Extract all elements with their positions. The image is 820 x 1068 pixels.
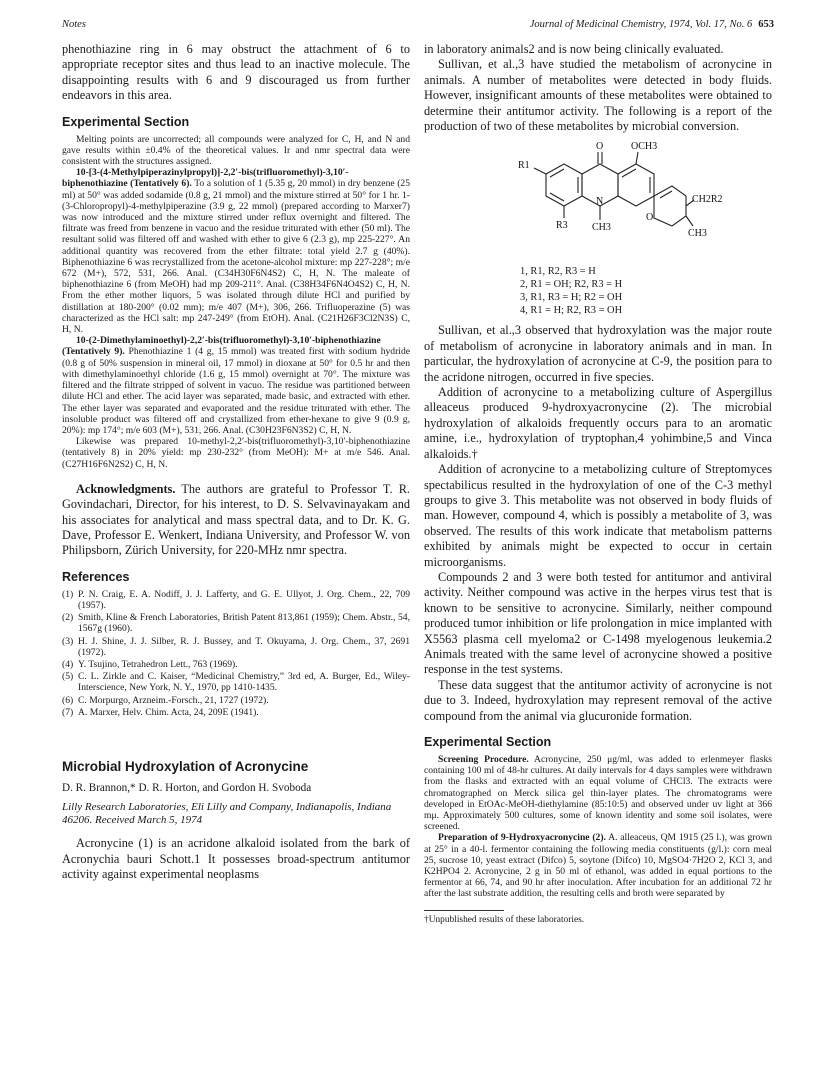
reference-text: Y. Tsujino, Tetrahedron Lett., 763 (1969). [78,658,238,670]
label-n-ch3: CH3 [592,222,611,234]
benzene-ring-right [618,164,654,206]
reference-text: C. Morpurgo, Arzneim.-Forsch., 21, 1727 (1972). [78,694,269,706]
reference-number: (5) [62,671,74,683]
label-n: N [596,196,604,208]
reference-text: Smith, Kline & French Laboratories, British Patent 813,861 (1959); Chem. Abstr., 54, 1567g (1960). [78,612,410,635]
reference-item [62,659,410,670]
label-carbonyl-o: O [596,141,604,153]
header-journal-info [530,19,774,30]
legend-entry: 1, R1, R2, R3 = H [520,266,596,278]
screening-procedure [424,754,772,832]
reference-number: (6) [62,694,74,706]
acronycine-structure-diagram [424,138,772,261]
left-column [62,42,410,883]
compound-9-title: 10-(2-Dimethylaminoethyl)-2,2′-bis(trifluoromethyl)-3,10′-biphenothiazine (Tentatively 9). [62,335,381,358]
continued-paragraph: in laboratory animals2 and is now being clinically evaluated. [424,42,724,56]
reference-item [62,636,410,658]
acknowledgments [62,482,410,559]
compound-legend [520,265,772,317]
right-column [424,42,772,925]
article-title: Microbial Hydroxylation of Acronycine [62,758,309,774]
paragraph-conclusion: These data suggest that the antitumor activity of acronycine is not due to 3. Indeed, hydroxylation may represent removal of the active compound from the animal via glucuronide formation. [424,677,772,723]
compound-6-text: To a solution of 1 (5.35 g, 20 mmol) in dry benzene (25 ml) at 50° was added sodamide (0.8 g, 21 mmol) and the mixture stirred at 50° for 1 hr. 1-(3-Chloropropyl)-4-methylpiperazine (3.9 g, 22 mmol) (prepared according to Marxer7) was now introduced and the mixture stirred under reflux overnight and filtered. The filtrate was freed from benzene in vacuo and the residue triturated with ether (50 ml). The resultant solid was filtered off and washed with ether to give 6 (2.3 g), mp 225-227°. An additional quantity was recovered from the ether filtrate: total yield 2.7 g (40%). Biphenothiazine 6 was recrystallized from the acetone-alcohol mixture: mp 227-228°; m/e 672 (M+), 572, 531, 266. Anal. (C34H30F6N4S2) C, H, N. The maleate of biphenothiazine 6 (from MeOH) had mp 209-211°. Anal. (C38H34F6N4O4S2) C, H, N. From the ether mother liquors, 5 was isolated through dilute HCl and purified by distillation at 180-200° (0.02 mm); m/e 407 (M+), 306, 266. Trifluoperazine (5) was characterized as the HCl salt: mp 247-249° (from EtOH). Anal. (C21H26F3Cl2N3S) C, H, N. [62,178,410,336]
preparation-procedure [424,832,772,899]
reference-number: (4) [62,658,74,670]
benzene-ring-left [546,164,582,206]
reference-text: C. L. Zirkle and C. Kaiser, “Medicinal Chemistry,” 3rd ed, A. Burger, Ed., Wiley-Interscience, New York, N. Y., 1970, pp 1410-1435. [78,671,410,694]
article-authors: D. R. Brannon,* D. R. Horton, and Gordon H. Svoboda [62,781,312,794]
section-heading-experimental-2: Experimental Section [424,735,552,749]
article-intro-paragraph: Acronycine (1) is an acridone alkaloid isolated from the bark of Acronychia bauri Schott.1 It possesses broad-spectrum antitumor activity against experimental neoplasms [62,836,410,882]
acknowledgments-title: Acknowledgments. [76,481,176,496]
reference-item [62,612,410,634]
footnote-divider [424,910,504,911]
reference-number: (3) [62,635,74,647]
page-number: 653 [758,19,774,30]
label-och3: OCH3 [631,141,658,153]
paragraph-sullivan-metabolism: Sullivan, et al.,3 have studied the metabolism of acronycine in animals. A number of metabolites were detected in body fluids. However, insignificant amounts of these metabolites were obtained to determine their antitumor activity. The following is a report of the production of two of these metabolites by microbial conversion. [424,57,772,134]
section-heading-experimental: Experimental Section [62,114,190,129]
screening-text: Acronycine, 250 μg/ml, was added to erlenmeyer flasks containing 100 ml of 48-hr cultures. At daily intervals for 4 days samples were withdrawn from the flasks and extracted with an equal volume of CHCl3. The extracts were chromatographed on Merck silica gel thin-layer plates. The chromatograms were developed in EtOAc-MeOH-diethylamine (85:10:5) and observed under uv light at 366 mμ. Approximately 500 cultures, some of known identity and some soil isolates, were screened. [424,754,772,833]
label-r3: R3 [556,220,568,232]
section-heading-references: References [62,569,130,584]
paragraph-testing: Compounds 2 and 3 were both tested for antitumor and antiviral activity. Neither compound was active in the herpes virus test that is known to be sensitive to acronycine. Similarly, neither compound produced tumor inhibition or life prolongation in mice implanted with X5563 plasma cell myeloma2 or C-1498 myelogenous leukemia.2 Animals treated with the same level of acronycine showed a positive response in the test systems. [424,569,772,677]
reference-item [62,671,410,693]
compound-6-procedure [62,167,410,335]
label-r1: R1 [518,160,530,172]
reference-item [62,707,410,718]
reference-number: (7) [62,706,74,718]
header-journal: Journal of Medicinal Chemistry, 1974, Vol. 17, No. 6 [529,19,753,30]
paragraph-streptomyces: Addition of acronycine to a metabolizing culture of Streptomyces spectabilicus resulted in the hydroxylation of one of the C-3 methyl groups to give 3. This metabolite was not observed in body fluids of man. However, compound 4, which is possibly a metabolite of 3, was observed. The results of this work indicate that metabolism patterns exhibited by animals might be expected to occur in certain microorganisms. [424,462,772,569]
references-list [62,589,410,718]
reference-number: (1) [62,588,74,600]
intro-paragraph: phenothiazine ring in 6 may obstruct the attachment of 6 to appropriate receptor sites and thus lead to an inactive molecule. The disappointing results with 6 and 9 discouraged us from further endeavors in this area. [62,42,410,103]
legend-entry: 3, R1, R3 = H; R2 = OH [520,292,623,304]
legend-entry: 4, R1 = H; R2, R3 = OH [520,305,623,317]
compound-9-text: Phenothiazine 1 (4 g, 15 mmol) was treated first with sodium hydride (0.8 g of 50% suspension in mineral oil, 17 mmol) in dioxane at 50° for 0.5 hr and then with dimethylaminoethyl chloride (1.6 g, 15 mmol) overnight at 70°. The mixture was filtered and the filtrate stripped of solvent in vacuo. The residue was partitioned between dilute HCl and ether. The acid layer was separated, made basic, and extracted with ether. The ether layer was separated and evaporated and the residue triturated with ether. The insoluble product was filtered off and crystallized from ether-hexane to give 9 (0.9 g, 20%): mp 174°; m/e 603 (M+), 531, 266. Anal. (C30H23F6N3S2) C, H, N. [62,346,410,436]
reference-item [62,589,410,611]
compound-6-title: 10-[3-(4-Methylpiperazinylpropyl)]-2,2′-bis(trifluoromethyl)-3,10′-biphenothiazine (Tentatively 6). [62,167,349,190]
compound-8-procedure: Likewise was prepared 10-methyl-2,2′-bis(trifluoromethyl)-3,10′-biphenothiazine (tentatively 8) in 20% yield: mp 230-232° (from MeOH): M+ at m/e 546. Anal. (C27H16F6N2S2) C, H, N. [62,436,410,470]
running-header [62,19,774,33]
acknowledgments-text: The authors are grateful to Professor T. R. Govindachari, Director, for his interest, to D. S. Selvavinayakam and his associates for analytical and mass spectral data, and to Dr. K. G. Dave, Professor E. Wenkert, Indiana University, and Professor W. von Philipsborn, Zürich University, for 220-MHz nmr spectra. [62,481,410,558]
label-ch2r2: CH2R2 [692,194,723,206]
reference-number: (2) [62,612,74,624]
header-section-label: Notes [62,19,86,30]
reference-item [62,695,410,706]
article-affiliation: Lilly Research Laboratories, Eli Lilly and Company, Indianapolis, Indiana 46206. Received March 5, 1974 [62,800,392,827]
label-gem-ch3: CH3 [688,228,707,240]
acronycine-structure-svg [488,138,723,256]
legend-entry: 2, R1 = OH; R2, R3 = H [520,279,623,291]
footnote: †Unpublished results of these laboratories. [424,914,585,925]
preparation-text: A. alleaceus, QM 1915 (25 l.), was grown at 25° in a 40-l. fermentor containing the following media constituents (g/l.): corn meal 25, sucrose 10, yeast extract (Difco) 5, soytone (Difco) 10, MgSO4·7H2O 2, KCl 3, and K2HPO4 2. Acronycine, 2 g in 50 ml of ethanol, was added in equal portions to the fermentor at 66, 74, and 90 hr after inoculation. After incubation for an additional 72 hr after the last substrate addition, the resulting cells and broth were separated by [424,832,772,900]
preparation-title: Preparation of 9-Hydroxyacronycine (2). [438,832,606,844]
reference-text: A. Marxer, Helv. Chim. Acta, 24, 209E (1941). [78,706,259,718]
paragraph-aspergillus: Addition of acronycine to a metabolizing culture of Aspergillus alleaceus produced 9-hydroxyacronycine (2). The microbial hydroxylation of alkaloids frequently occurs para to an aromatic amine, i.e., hydroxylation of tryptophan,4 yohimbine,5 and Vinca alkaloids.† [424,385,772,461]
reference-text: P. N. Craig, E. A. Nodiff, J. J. Lafferty, and G. E. Ullyot, J. Org. Chem., 22, 709 (1957). [78,588,410,611]
paragraph-major-route: Sullivan, et al.,3 observed that hydroxylation was the major route of metabolism of acronycine in laboratory animals and in man. In particular, the hydroxylation of acronycine at C-9, the position para to the acridone nitrogen, occurred in five species. [424,323,772,384]
reference-text: H. J. Shine, J. J. Silber, R. J. Bussey, and T. Okuyama, J. Org. Chem., 37, 2691 (1972). [78,635,410,658]
compound-9-procedure [62,335,410,436]
label-ring-o: O [646,212,654,224]
screening-title: Screening Procedure. [438,754,529,765]
experimental-intro: Melting points are uncorrected; all compounds were analyzed for C, H, and N and gave results within ±0.4% of the theoretical values. Ir and nmr spectral data were consistent with the structures assigned. [62,133,410,168]
